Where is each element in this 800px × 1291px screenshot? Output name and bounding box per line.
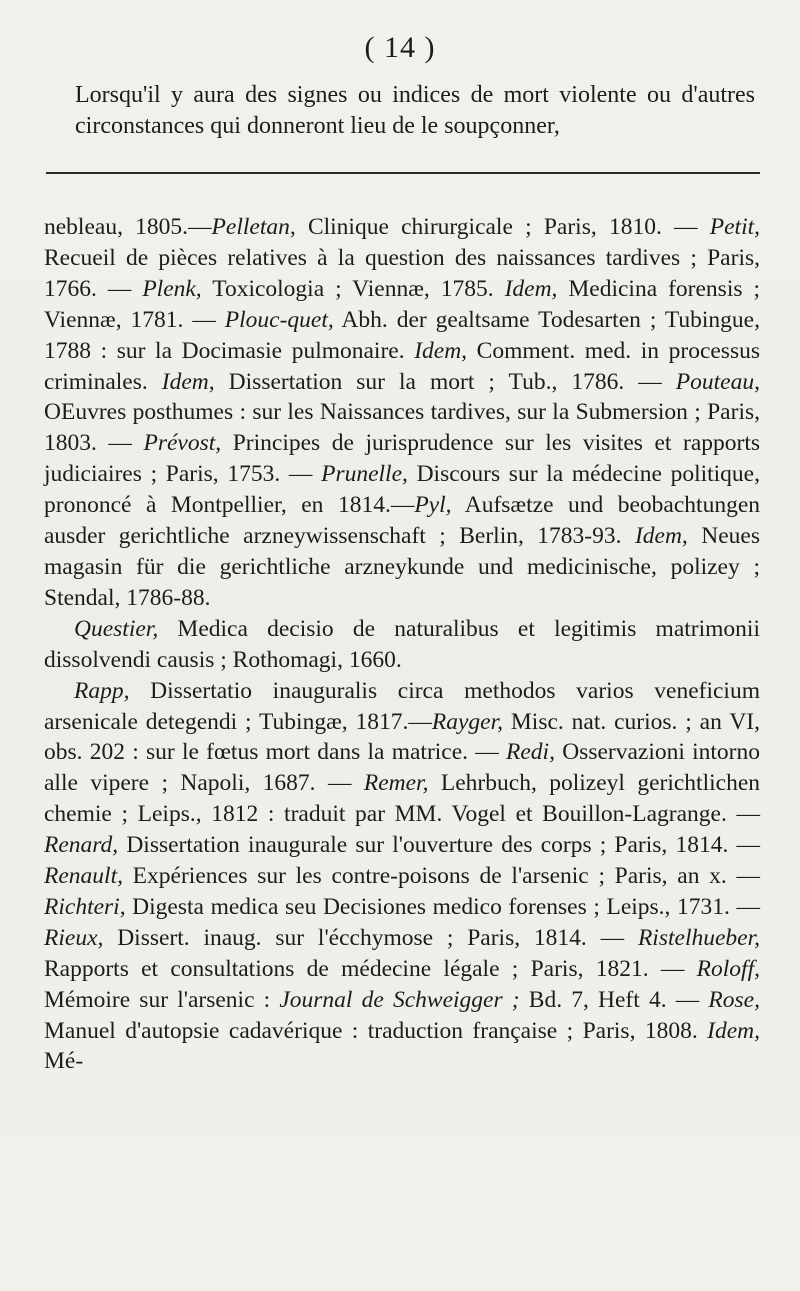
author-name: Plouc-quet, bbox=[224, 306, 334, 333]
citation-text: Recueil de pièces relatives à la question des naissances tardives ; Paris, 1766. — bbox=[44, 244, 760, 302]
citation-text: nebleau, 1805.— bbox=[44, 214, 212, 240]
author-name: Questier, bbox=[74, 615, 159, 642]
citation-text: Discours sur la médecine politique, prononcé à Montpellier, en 1814.— bbox=[44, 461, 760, 519]
bibliography-paragraph bbox=[44, 676, 760, 1078]
citation-text: Dissertatio inauguralis circa methodos varios veneficium arsenicale detegendi ; Tubingæ, 1817.— bbox=[44, 677, 760, 735]
author-name: Rieux, bbox=[44, 924, 104, 951]
citation-text: Dissertation sur la mort ; Tub., 1786. — bbox=[214, 368, 676, 395]
footnote-separator-rule bbox=[46, 172, 760, 174]
author-name: Rapp, bbox=[74, 677, 130, 704]
author-name: Pouteau, bbox=[675, 368, 760, 395]
bibliography-paragraph bbox=[44, 212, 760, 614]
author-name: Redi, bbox=[506, 739, 555, 766]
citation-text: Digesta medica seu Decisiones medico forenses ; Leips., 1731. — bbox=[125, 893, 760, 920]
citation-text: Rapports et consultations de médecine légale ; Paris, 1821. — bbox=[44, 955, 697, 982]
author-name: Idem, bbox=[414, 337, 468, 364]
author-name: Plenk, bbox=[142, 275, 202, 302]
author-name: Remer, bbox=[363, 770, 429, 797]
author-name: Renard, bbox=[44, 832, 119, 859]
running-text: Lorsqu'il y aura des signes ou indices de mort violente ou d'autres circonstances qui donneront lieu de le soupçonner, bbox=[75, 82, 755, 139]
author-name: Petit, bbox=[709, 214, 760, 240]
citation-text: Lehrbuch, polizeyl gerichtlichen chemie ; Leips., 1812 : traduit par MM. Vogel et Bouillon-Lagrange. — bbox=[44, 770, 761, 828]
citation-text: Mé- bbox=[44, 1048, 84, 1075]
citation-text: Clinique chirurgicale ; Paris, 1810. — bbox=[295, 214, 710, 240]
citation-text: Aufsætze und beobachtungen ausder gerichtliche arzneywissenschaft ; Berlin, 1783-93. bbox=[44, 492, 760, 550]
citation-text: Osservazioni intorno alle vipere ; Napoli, 1687. — bbox=[44, 739, 761, 797]
author-name: Pyl, bbox=[414, 492, 452, 519]
citation-text: Abh. der gealtsame Todesarten ; Tubingue, 1788 : sur la Docimasie pulmonaire. bbox=[44, 306, 760, 364]
author-name: Idem, bbox=[634, 523, 688, 550]
author-name: Renault, bbox=[44, 863, 123, 890]
citation-text: Dissertation inaugurale sur l'ouverture des corps ; Paris, 1814. — bbox=[118, 832, 760, 859]
citation-text: Mémoire sur l'arsenic : bbox=[44, 986, 280, 1013]
author-name: Idem, bbox=[504, 275, 558, 302]
citation-text: Bd. 7, Heft 4. — bbox=[519, 986, 709, 1013]
citation-text: Expériences sur les contre-poisons de l'arsenic ; Paris, an x. — bbox=[122, 863, 760, 890]
citation-text: Medica decisio de naturalibus et legitimis matrimonii dissolvendi causis ; Rothomagi, 1660. bbox=[44, 615, 760, 673]
author-name: Roloff, bbox=[696, 955, 760, 982]
author-name: Pelletan, bbox=[211, 214, 296, 240]
author-name: Rose, bbox=[708, 986, 760, 1013]
citation-text: Dissert. inaug. sur l'écchymose ; Paris, 1814. — bbox=[103, 924, 638, 951]
citation-text: Misc. nat. curios. ; an VI, obs. 202 : sur le fœtus mort dans la matrice. — bbox=[44, 708, 760, 766]
author-name: Prévost, bbox=[143, 430, 222, 457]
bibliography-paragraph bbox=[44, 614, 760, 676]
citation-text: OEuvres posthumes : sur les Naissances tardives, sur la Submersion ; Paris, 1803. — bbox=[44, 399, 760, 457]
author-name: Idem, bbox=[707, 1017, 760, 1044]
author-name: Ristelhueber, bbox=[637, 924, 760, 951]
author-name: Prunelle, bbox=[321, 461, 408, 488]
page-number: ( 14 ) bbox=[364, 31, 436, 64]
author-name: Idem, bbox=[161, 368, 215, 395]
author-name: Journal de Schweigger ; bbox=[279, 986, 520, 1013]
citation-text: Toxicologia ; Viennæ, 1785. bbox=[201, 275, 505, 302]
citation-text: Neues magasin für die gerichtliche arzneykunde und medicinische, polizey ; Stendal, 1786-88. bbox=[44, 523, 760, 611]
author-name: Rayger, bbox=[431, 708, 504, 735]
citation-text: Principes de jurisprudence sur les visites et rapports judiciaires ; Paris, 1753. — bbox=[44, 430, 761, 488]
bibliography-text bbox=[44, 212, 760, 1077]
author-name: Richteri, bbox=[44, 893, 126, 920]
citation-text: Manuel d'autopsie cadavérique : traduction française ; Paris, 1808. bbox=[44, 1017, 708, 1044]
citation-text: Comment. med. in processus criminales. bbox=[44, 337, 760, 395]
citation-text: Medicina forensis ; Viennæ, 1781. — bbox=[44, 275, 760, 333]
